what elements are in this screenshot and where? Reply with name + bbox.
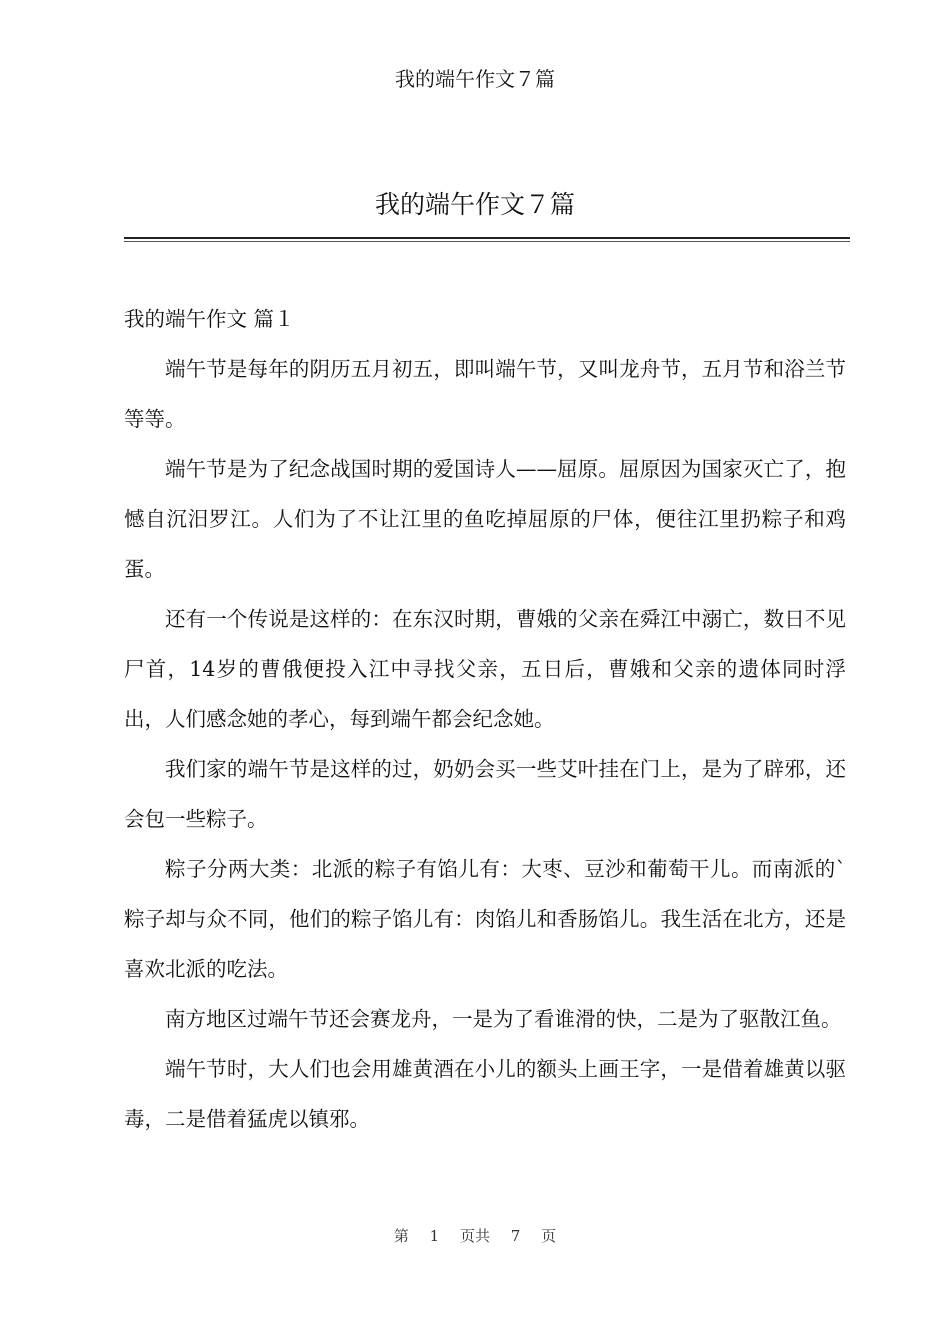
page-footer [0,1224,950,1248]
footer-suffix: 页 [541,1227,557,1245]
document-title: 我的端午作文７篇 [374,190,575,219]
paragraph: 端午节是为了纪念战国时期的爱国诗人——屈原。屈原因为国家灭亡了，抱憾自沉汨罗江。人们为了不让江里的鱼吃掉屈原的尸体，便往江里扔粽子和鸡蛋。 [124,457,846,581]
footer-total-pages: 7 [510,1227,521,1245]
footer-middle: 页共 [459,1227,490,1245]
paragraph: 还有一个传说是这样的：在东汉时期，曹娥的父亲在舜江中溺亡，数日不见尸首，14岁的曹俄便投入江中寻找父亲，五日后，曹娥和父亲的遗体同时浮出，人们感念她的孝心，每到端午都会纪念她。 [124,607,846,731]
paragraph: 南方地区过端午节还会赛龙舟，一是为了看谁滑的快，二是为了驱散江鱼。 [165,1007,842,1031]
footer-prefix: 第 [393,1227,409,1245]
running-header: 我的端午作文７篇 [395,67,555,91]
paragraph: 粽子分两大类：北派的粽子有馅儿有：大枣、豆沙和葡萄干儿。而南派的`粽子却与众不同，他们的粽子馅儿有：肉馅儿和香肠馅儿。我生活在北方，还是喜欢北派的吃法。 [124,857,846,981]
title-divider [124,237,850,239]
paragraph: 端午节时，大人们也会用雄黄酒在小儿的额头上画王字，一是借着雄黄以驱毒，二是借着猛虎以镇邪。 [124,1057,846,1131]
title-divider-secondary [124,241,850,242]
section-heading: 我的端午作文 篇１ [124,307,295,331]
paragraph: 端午节是每年的阴历五月初五，即叫端午节，又叫龙舟节，五月节和浴兰节等等。 [124,357,846,431]
paragraph: 我们家的端午节是这样的过，奶奶会买一些艾叶挂在门上，是为了辟邪，还会包一些粽子。 [124,757,846,831]
footer-current-page: 1 [429,1227,440,1245]
document-body [124,294,846,1144]
